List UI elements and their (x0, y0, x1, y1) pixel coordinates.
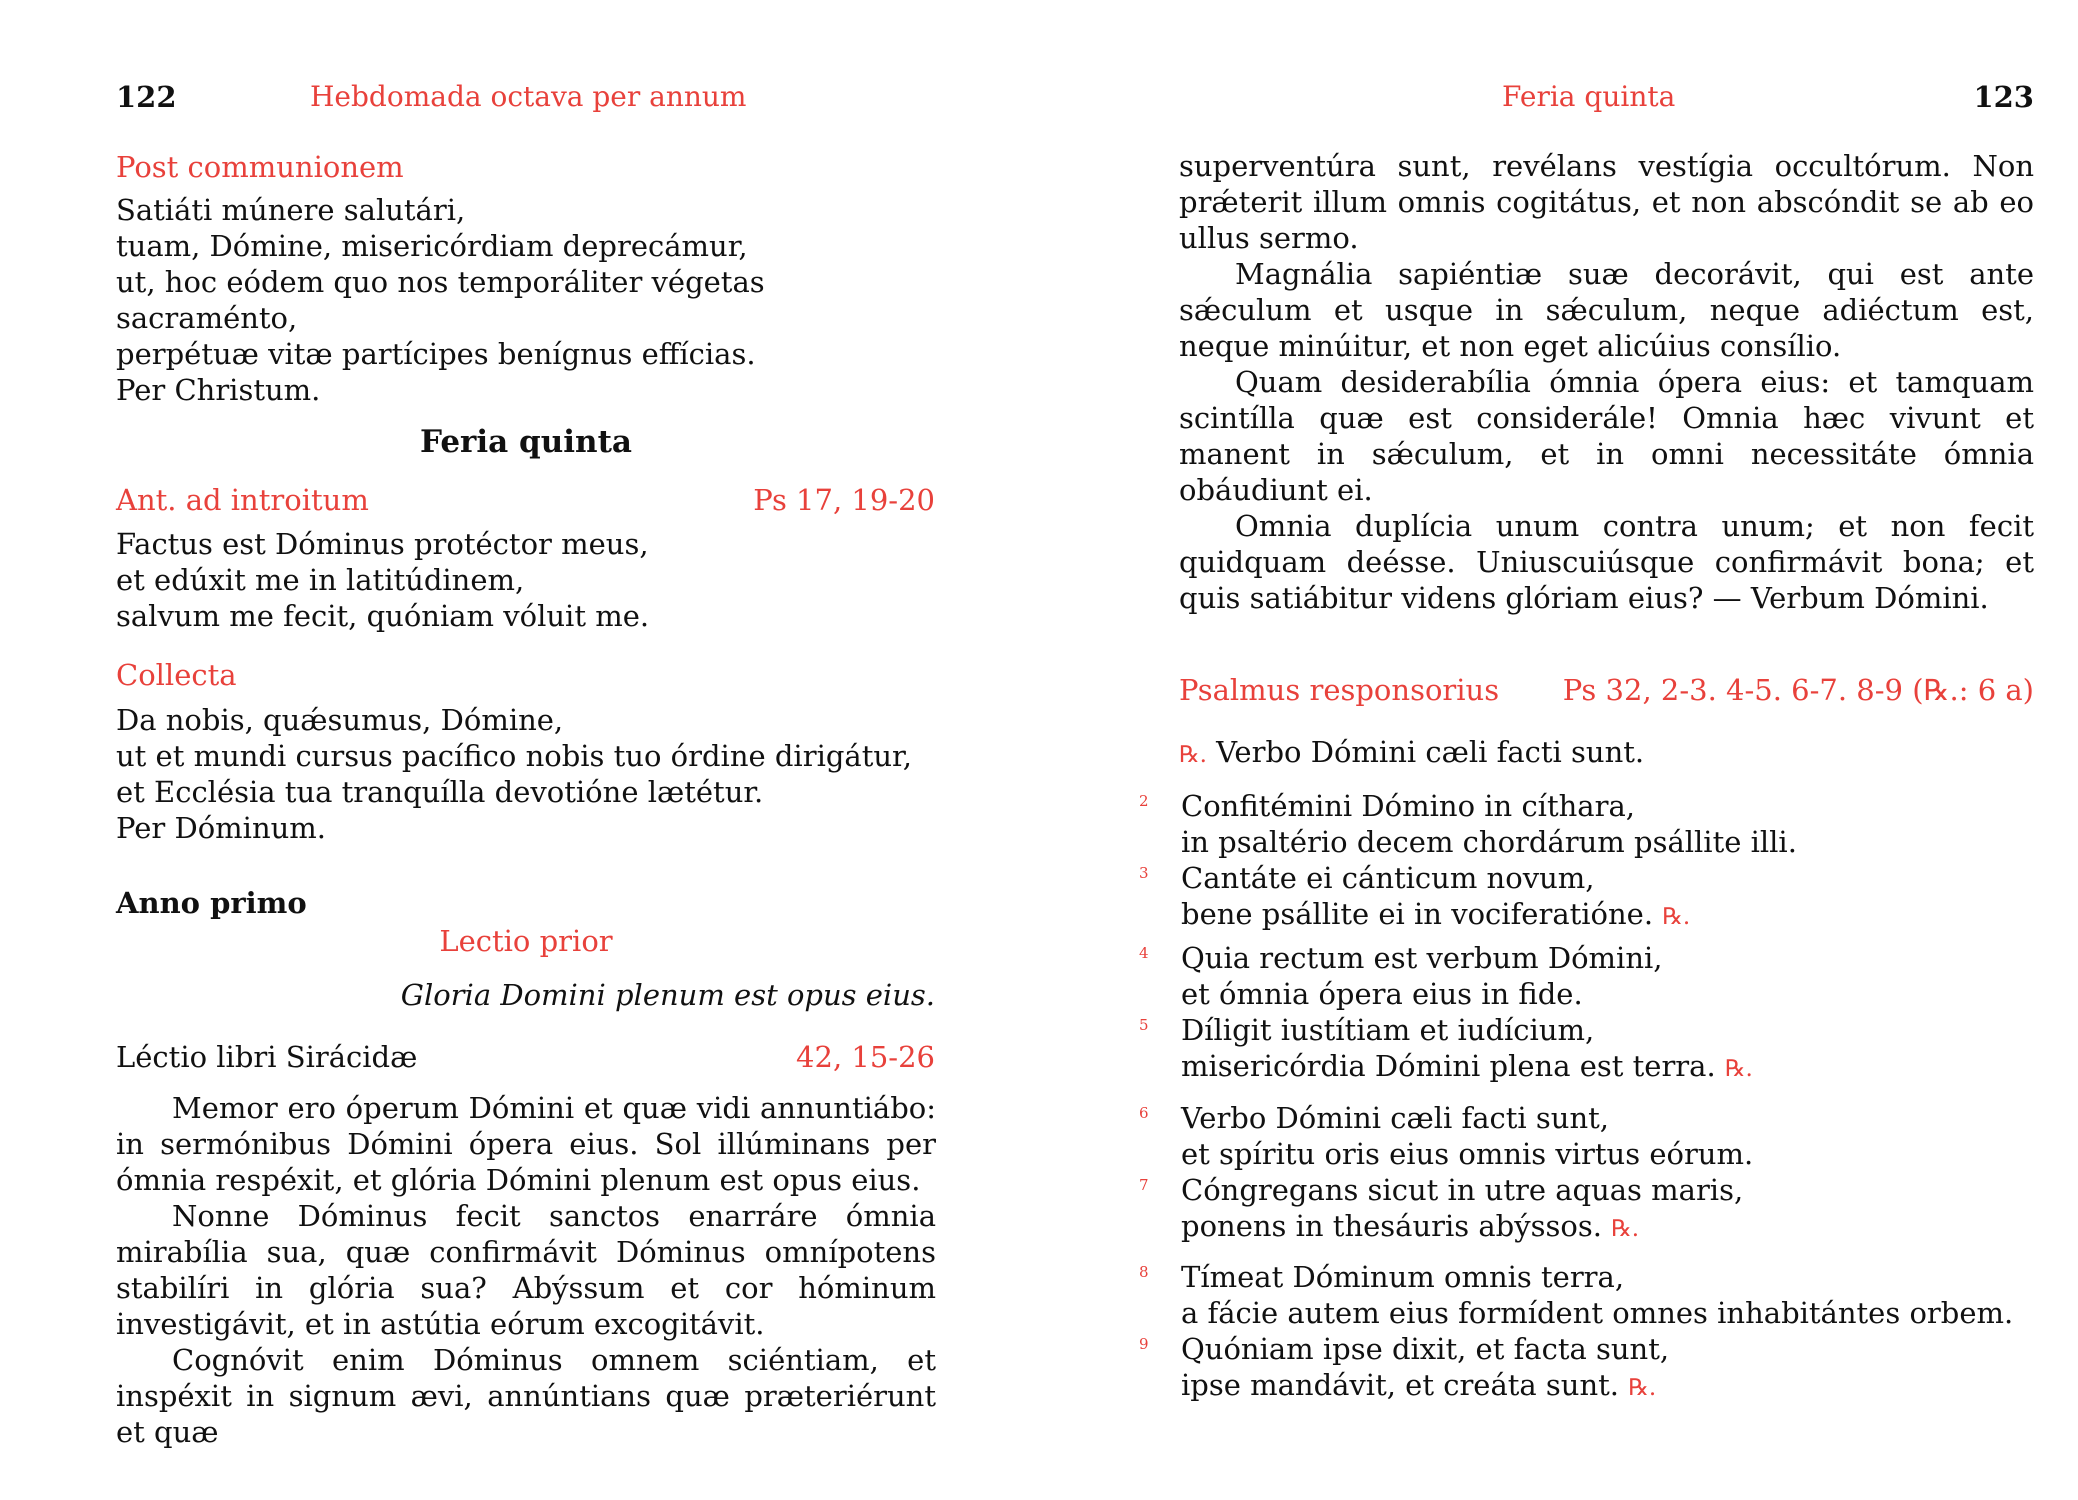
response-icon: ℞. (1611, 1216, 1640, 1242)
text-line (1181, 896, 2041, 935)
text-line: Per Dóminum. (116, 811, 327, 845)
paragraph: Magnália sapiéntiæ suæ decorávit, qui est ante sǽculum et usque in sǽculum, neque adiéctum est, neque minúitur, et non eget alicúius consílio. (1179, 257, 2034, 363)
verse-number: 9 (1139, 1335, 1149, 1353)
text-line: Da nobis, quǽsumus, Dómine, (116, 703, 564, 737)
right-page (1039, 0, 2078, 1500)
text-line (1181, 1208, 2041, 1247)
text-line: Satiáti múnere salutári, (116, 193, 466, 227)
response-icon: ℞. (1179, 742, 1207, 768)
verse-number: 8 (1139, 1263, 1149, 1281)
text-line: Quóniam ipse dixit, et facta sunt, (1181, 1332, 1670, 1366)
text-line: Díligit iustítiam et iudícium, (1181, 1013, 1595, 1047)
lectio-prior-heading: Lectio prior (439, 924, 613, 958)
verse-number: 4 (1139, 944, 1149, 962)
psalm-response (1179, 734, 2034, 773)
psalm-verse (1181, 860, 2041, 935)
response-icon: ℞. (1662, 904, 1691, 930)
paragraph: Omnia duplícia unum contra unum; et non fecit quidquam deésse. Uniuscuiúsque confirmávit bona; et quis satiábitur videns glóriam eius? — Verbum Dómini. (1179, 509, 2034, 615)
psalm-verse (1181, 1331, 2041, 1406)
response-text: Verbo Dómini cæli facti sunt. (1216, 735, 1645, 769)
verse-number: 7 (1139, 1176, 1149, 1194)
text-line: ut et mundi cursus pacífico nobis tuo órdine dirigátur, (116, 739, 912, 773)
text-line: Factus est Dóminus protéctor meus, (116, 527, 649, 561)
psalmus-reference: Ps 32, 2-3. 4-5. 6-7. 8-9 (℞.: 6 a) (1562, 673, 2034, 707)
page-number: 122 (116, 80, 177, 114)
text-line: et Ecclésia tua tranquílla devotióne lætétur. (116, 775, 764, 809)
verse-number: 6 (1139, 1104, 1149, 1122)
text-line: et edúxit me in latitúdinem, (116, 563, 525, 597)
text-line: ut, hoc eódem quo nos temporáliter végetas sacraménto, (116, 265, 765, 335)
text-line: Cóngregans sicut in utre aquas maris, (1181, 1173, 1744, 1207)
verse-line-text: ipse mandávit, et creáta sunt. (1181, 1368, 1620, 1402)
verse-line-text: misericórdia Dómini plena est terra. (1181, 1049, 1716, 1083)
paragraph: superventúra sunt, revélans vestígia occultórum. Non prǽterit illum omnis cogitátus, et non abscóndit se ab eo ullus sermo. (1179, 149, 2034, 255)
text-line (1181, 1048, 2041, 1087)
psalm-verse (1181, 1012, 2041, 1087)
psalm-verse (1181, 788, 2041, 860)
response-icon: ℞. (1724, 1056, 1753, 1082)
verse-number: 5 (1139, 1016, 1149, 1034)
antiphon-reference: Ps 17, 19-20 (753, 483, 935, 517)
text-line: Confitémini Dómino in cíthara, (1181, 789, 1635, 823)
verse-number: 3 (1139, 864, 1149, 882)
verse-line-text: bene psállite ei in vociferatióne. (1181, 897, 1654, 931)
reading-continuation (1179, 148, 2034, 616)
text-line: Quia rectum est verbum Dómini, (1181, 941, 1663, 975)
psalmus-heading: Psalmus responsorius (1179, 673, 1500, 707)
lectio-summary: Gloria Domini plenum est opus eius. (400, 978, 935, 1012)
collecta-heading: Collecta (116, 658, 237, 692)
antiphon-text (116, 526, 936, 634)
post-communionem-heading: Post communionem (116, 150, 404, 184)
psalm-verse (1181, 1259, 2041, 1331)
running-head: Feria quinta (1502, 80, 1676, 113)
paragraph: Memor ero óperum Dómini et quæ vidi annuntiábo: in sermónibus Dómini ópera eius. Sol illúminans per ómnia respéxit, et glória Dómini plenum est opus eius. (116, 1091, 936, 1197)
response-icon: ℞. (1628, 1375, 1657, 1401)
paragraph: Cognóvit enim Dóminus omnem sciéntiam, et inspéxit in signum ævi, annúntians quæ præteriérunt et quæ (116, 1343, 936, 1449)
text-line: salvum me fecit, quóniam vóluit me. (116, 599, 650, 633)
lectio-text (116, 1090, 936, 1450)
page-number: 123 (1973, 80, 2034, 114)
text-line: Tímeat Dóminum omnis terra, (1181, 1260, 1625, 1294)
paragraph: Quam desiderabília ómnia ópera eius: et tamquam scintílla quæ est considerále! Omnia hæc vivunt et manent in sǽculum, et in omni necessitáte ómnia obáudiunt ei. (1179, 365, 2034, 507)
psalm-verse (1181, 1100, 2041, 1172)
verse-number: 2 (1139, 792, 1149, 810)
day-title: Feria quinta (420, 424, 632, 460)
text-line: tuam, Dómine, misericórdiam deprecámur, (116, 229, 748, 263)
anno-primo: Anno primo (116, 886, 307, 920)
text-line (1181, 1367, 2041, 1406)
paragraph: Nonne Dóminus fecit sanctos enarráre ómnia mirabília sua, quæ confirmávit Dóminus omnípotens stabilíri in glória sua? Abýssum et cor hóminum investigávit, et in astútia eórum excogitávit. (116, 1199, 936, 1341)
text-line: perpétuæ vitæ partícipes benígnus effícias. (116, 337, 756, 371)
text-line: in psaltério decem chordárum psállite illi. (1181, 825, 1797, 859)
lectio-source: Léctio libri Sirácidæ (116, 1040, 418, 1074)
text-line: Cantáte ei cánticum novum, (1181, 861, 1595, 895)
lectio-reference: 42, 15-26 (796, 1040, 935, 1074)
post-communionem-text (116, 192, 936, 408)
text-line: et spíritu oris eius omnis virtus eórum. (1181, 1137, 1754, 1171)
psalm-verse (1181, 940, 2041, 1012)
text-line: a fácie autem eius formídent omnes inhabitántes orbem. (1181, 1296, 2014, 1330)
collecta-text (116, 702, 936, 846)
text-line: Verbo Dómini cæli facti sunt, (1181, 1101, 1609, 1135)
verse-line-text: ponens in thesáuris abýssos. (1181, 1209, 1602, 1243)
text-line: et ómnia ópera eius in fide. (1181, 977, 1583, 1011)
antiphon-heading: Ant. ad introitum (116, 483, 369, 517)
running-head: Hebdomada octava per annum (310, 80, 747, 113)
text-line: Per Christum. (116, 373, 321, 407)
psalm-verse (1181, 1172, 2041, 1247)
